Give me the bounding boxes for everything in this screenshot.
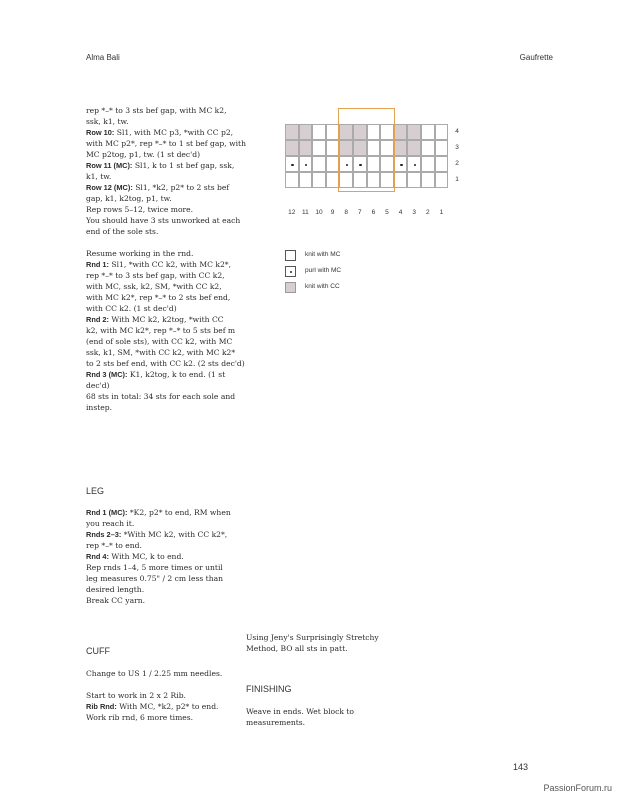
chart-cell (407, 172, 421, 188)
chart-cell (407, 124, 421, 140)
chart-cell (421, 124, 435, 140)
chart-cell (285, 156, 299, 172)
instruction-line: you reach it. (86, 519, 135, 528)
instruction-label: Rnds 2–3: (86, 530, 122, 539)
instruction-line: with MC k2*, rep *–* to 2 sts bef end, (86, 293, 231, 302)
chart-cell (326, 172, 340, 188)
chart-cell (435, 124, 449, 140)
purl-dot-icon (414, 164, 417, 167)
finishing-heading: FINISHING (246, 684, 292, 694)
instruction-line: with MC, ssk, k2, SM, *with CC k2, (86, 282, 222, 291)
purl-dot-icon (305, 164, 308, 167)
chart-cell (407, 140, 421, 156)
chart-col-label: 12 (288, 209, 296, 216)
instruction-line: MC p2tog, p1, tw. (1 st dec'd) (86, 150, 201, 159)
legend-label: knit with MC (305, 251, 341, 258)
instruction-line: k1, tw. (86, 172, 112, 181)
chart-cell (312, 124, 326, 140)
instruction-label: Row 12 (MC): (86, 183, 133, 192)
instruction-line: to 2 sts bef end, with CC k2. (2 sts dec'd) (86, 359, 245, 368)
chart-col-label: 10 (315, 209, 323, 216)
chart-cell (285, 140, 299, 156)
legend-swatch (285, 282, 296, 293)
chart-col-label: 3 (412, 209, 416, 216)
instruction-line: rep *–* to end. (86, 541, 142, 550)
instruction-line: Rep rnds 1–4, 5 more times or until (86, 563, 223, 572)
instruction-line: instep. (86, 403, 113, 412)
instruction-line: Row 10: Sl1, with MC p3, *with CC p2, (86, 128, 234, 137)
purl-dot-icon (400, 164, 403, 167)
chart-col-label: 1 (439, 209, 444, 216)
chart-cell (421, 172, 435, 188)
instruction-line: leg measures 0.75" / 2 cm less than (86, 574, 224, 583)
legend-label: knit with CC (305, 283, 340, 290)
header-author: Alma Bali (86, 53, 120, 62)
chart-cell (299, 140, 313, 156)
instruction-line: Rnd 4: With MC, k to end. (86, 552, 184, 561)
chart-cell (285, 172, 299, 188)
chart-cell (435, 140, 449, 156)
chart-cell (326, 140, 340, 156)
instruction-line: Start to work in 2 x 2 Rib. (86, 691, 186, 700)
instructions-col1-top (86, 105, 246, 413)
instruction-line: Rnd 2: With MC k2, k2tog, *with CC (86, 315, 224, 324)
chart-col-label: 7 (357, 209, 362, 216)
chart-cell (394, 172, 408, 188)
chart-col-label: 8 (344, 209, 348, 216)
legend-label: purl with MC (305, 267, 342, 274)
instruction-line: (end of sole sts), with CC k2, with MC (86, 337, 233, 346)
instruction-label: Rnd 1: (86, 260, 109, 269)
chart-col-label: 5 (385, 209, 389, 216)
instruction-line: Rnd 3 (MC): K1, k2tog, k to end. (1 st (86, 370, 226, 379)
instruction-label: Rnd 1 (MC): (86, 508, 128, 517)
instruction-label: Rnd 4: (86, 552, 109, 561)
chart-cell (326, 124, 340, 140)
chart-cell (326, 156, 340, 172)
instruction-line: k2, with MC k2*, rep *–* to 5 sts bef m (86, 326, 236, 335)
instruction-line: ssk, k1, SM, *with CC k2, with MC k2* (86, 348, 236, 357)
chart-col-label: 9 (330, 209, 335, 216)
chart-cell (421, 156, 435, 172)
chart-cell (299, 172, 313, 188)
instruction-line: rep *–* to 3 sts bef gap, with MC k2, (86, 106, 227, 115)
chart-col-label: 11 (302, 209, 309, 216)
leg-heading: LEG (86, 486, 105, 496)
instruction-line: Rep rows 5–12, twice more. (86, 205, 194, 214)
instruction-line: desired length. (86, 585, 145, 594)
leg-instructions (86, 507, 246, 606)
instruction-line: Work rib rnd, 6 more times. (86, 713, 194, 722)
instruction-line: with CC k2. (1 st dec'd) (86, 304, 177, 313)
chart-col-label: 2 (425, 209, 430, 216)
instruction-line: Rnds 2–3: *With MC k2, with CC k2*, (86, 530, 228, 539)
instruction-label: Row 11 (MC): (86, 161, 133, 170)
chart-row-label: 2 (455, 160, 459, 167)
chart-cell (394, 124, 408, 140)
chart-cell (435, 172, 449, 188)
instruction-line: gap, k1, k2tog, p1, tw. (86, 194, 172, 203)
chart-cell (394, 140, 408, 156)
instruction-line: dec'd) (86, 381, 110, 390)
chart-cell (312, 156, 326, 172)
instruction-line: rep *–* to 3 sts bef gap, with CC k2, (86, 271, 225, 280)
bind-off-instructions (246, 632, 416, 654)
page-number: 143 (513, 762, 529, 772)
purl-dot-icon (291, 164, 294, 167)
instruction-line: ssk, k1, tw. (86, 117, 129, 126)
cuff-heading: CUFF (86, 646, 110, 656)
chart-cell (407, 156, 421, 172)
instruction-line: Rnd 1 (MC): *K2, p2* to end, RM when (86, 508, 231, 517)
instruction-line: Row 11 (MC): Sl1, k to 1 st bef gap, ssk, (86, 161, 235, 170)
chart-col-label: 6 (371, 209, 376, 216)
finishing-instructions (246, 706, 416, 728)
instruction-label: Rib Rnd: (86, 702, 117, 711)
chart-cell (285, 124, 299, 140)
chart-cell (299, 124, 313, 140)
instruction-line: Resume working in the rnd. (86, 249, 194, 258)
instruction-label: Row 10: (86, 128, 115, 137)
chart-cell (299, 156, 313, 172)
repeat-outline (338, 108, 394, 192)
instruction-line: Rib Rnd: With MC, *k2, p2* to end. (86, 702, 219, 711)
chart-row-label: 3 (455, 144, 459, 151)
chart-cell (312, 140, 326, 156)
instruction-line: measurements. (246, 718, 306, 727)
chart-row-label: 4 (455, 128, 459, 135)
chart-cell (312, 172, 326, 188)
instruction-line: Using Jeny's Surprisingly Stretchy (246, 633, 379, 642)
instruction-label: Rnd 2: (86, 315, 109, 324)
chart-col-label: 4 (398, 209, 403, 216)
instruction-line: Break CC yarn. (86, 596, 146, 605)
header-pattern-title: Gaufrette (519, 53, 553, 62)
chart-cell (435, 156, 449, 172)
instruction-line: 68 sts in total: 34 sts for each sole and (86, 392, 236, 401)
legend-swatch (285, 266, 296, 277)
chart-cell (394, 156, 408, 172)
instruction-line: You should have 3 sts unworked at each (86, 216, 241, 225)
instruction-line: with MC p2*, rep *–* to 1 st bef gap, with (86, 139, 246, 148)
cuff-instructions (86, 668, 246, 723)
instruction-line: Change to US 1 / 2.25 mm needles. (86, 669, 223, 678)
instruction-line: Row 12 (MC): Sl1, *k2, p2* to 2 sts bef (86, 183, 230, 192)
instruction-line: Method, BO all sts in patt. (246, 644, 348, 653)
instruction-label: Rnd 3 (MC): (86, 370, 128, 379)
watermark: PassionForum.ru (543, 783, 612, 793)
instruction-line: Rnd 1: Sl1, *with CC k2, with MC k2*, (86, 260, 232, 269)
chart-row-label: 1 (455, 176, 459, 183)
purl-dot-icon (290, 271, 293, 274)
instruction-line: end of the sole sts. (86, 227, 159, 236)
chart-cell (421, 140, 435, 156)
legend-swatch (285, 250, 296, 261)
instruction-line: Weave in ends. Wet block to (246, 707, 355, 716)
